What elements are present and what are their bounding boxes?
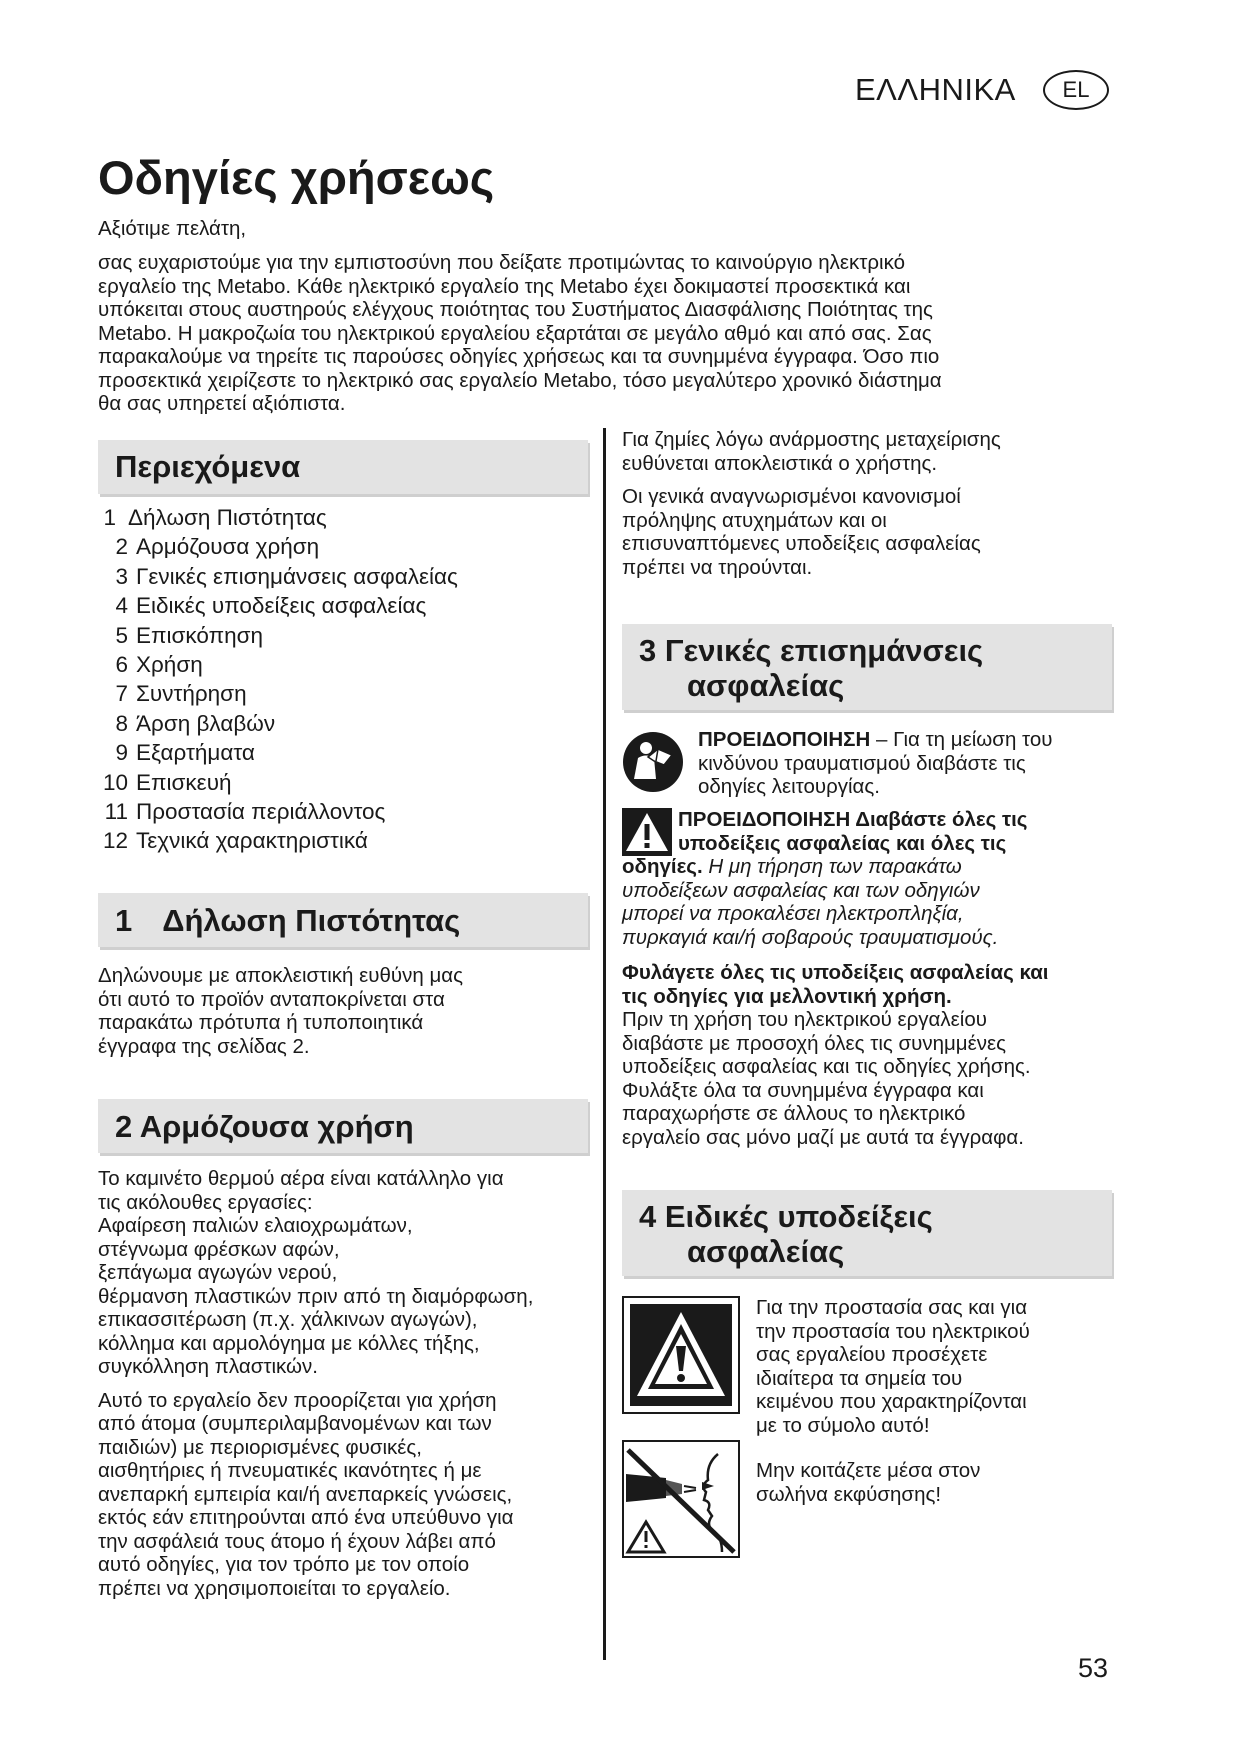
toc-item-label: Αρμόζουσα χρήση bbox=[136, 534, 320, 560]
text-line: κειμένου που χαρακτηρίζονται bbox=[756, 1390, 1027, 1413]
text-line: εκτός εάν επιτηρούνται από ένα υπεύθυνο για bbox=[98, 1506, 514, 1529]
text-span: Η μη τήρηση των παρακάτω bbox=[702, 855, 962, 878]
section1-heading-box bbox=[98, 893, 588, 947]
page-title: Οδηγίες χρήσεως bbox=[98, 151, 495, 204]
section4-heading bbox=[622, 1190, 1112, 1269]
right-paragraph-2 bbox=[622, 485, 1112, 579]
text-line: Για την προστασία σας και για bbox=[756, 1296, 1028, 1319]
text-line: την ασφάλειά τους άτομο ή έχουν λάβει από bbox=[98, 1529, 496, 1553]
text-line: από άτομα (συμπεριλαμβανομένων και των bbox=[98, 1412, 492, 1435]
text-line: τις οδηγίες για μελλοντική χρήση. bbox=[622, 984, 952, 1008]
toc-item[interactable] bbox=[98, 709, 578, 738]
toc-item-label: Δήλωση Πιστότητας bbox=[128, 505, 327, 530]
text-line: Αυτό το εργαλείο δεν προορίζεται για χρήση bbox=[98, 1388, 497, 1412]
section4-heading-line: 4 Ειδικές υποδείξεις bbox=[639, 1199, 933, 1234]
section2-paragraph-1 bbox=[98, 1167, 598, 1379]
column-divider bbox=[603, 428, 606, 1660]
toc-heading: Περιεχόμενα bbox=[115, 449, 301, 484]
text-line: Δηλώνουμε με αποκλειστική ευθύνη μας bbox=[98, 964, 463, 987]
right-intro bbox=[622, 428, 1112, 579]
toc-item-label: Εξαρτήματα bbox=[136, 740, 255, 766]
section3-heading-box bbox=[622, 624, 1112, 710]
text-line: Το καμινέτο θερμού αέρα είναι κατάλληλο για bbox=[98, 1167, 504, 1190]
section1-number: 1 bbox=[115, 903, 133, 938]
special-warning-text bbox=[756, 1296, 1116, 1437]
warning-read-all-a bbox=[678, 808, 1118, 855]
toc-item[interactable] bbox=[98, 532, 578, 561]
text-line: με το σύμολο αυτό! bbox=[756, 1413, 930, 1437]
toc-item-label: Γενικές επισημάνσεις ασφαλείας bbox=[136, 563, 458, 589]
toc-item-number: 4 bbox=[115, 593, 128, 619]
toc-item-label: Τεχνικά χαρακτηριστικά bbox=[136, 828, 368, 854]
section1-title: Δήλωση Πιστότητας bbox=[162, 903, 461, 938]
intro-line: σας ευχαριστούμε για την εμπιστοσύνη που δείξατε προτιμώντας το καινούργιο ηλεκτρικό bbox=[98, 251, 905, 274]
toc-item-label: Επισκευή bbox=[136, 769, 232, 795]
section4-heading-box bbox=[622, 1190, 1112, 1276]
text-line: κινδύνου τραυματισμού διαβάστε τις bbox=[698, 751, 1026, 775]
text-line: πρόληψης ατυχημάτων και οι bbox=[622, 508, 887, 532]
text-line: Για ζημίες λόγω ανάρμοστης μεταχείρισης bbox=[622, 428, 1001, 451]
section3-heading-line: 3 Γενικές επισημάνσεις bbox=[639, 633, 984, 668]
toc-heading-box bbox=[98, 440, 588, 494]
intro-line: υπόκειται στους αυστηρούς ελέγχους ποιότητας του Συστήματος Διασφάλισης Ποιότητας της bbox=[98, 298, 933, 321]
toc-item-label: Επισκόπηση bbox=[136, 622, 264, 648]
toc-item[interactable] bbox=[98, 621, 578, 650]
toc-item[interactable] bbox=[98, 768, 578, 797]
toc-item[interactable] bbox=[98, 503, 578, 532]
toc-item-label: Χρήση bbox=[136, 652, 203, 678]
text-line: ξεπάγωμα αγωγών νερού, bbox=[98, 1261, 338, 1284]
warning-triangle-icon bbox=[622, 808, 672, 856]
section3-heading bbox=[622, 624, 1112, 703]
text-line: ευθύνεται αποκλειστικά ο χρήστης. bbox=[622, 451, 938, 475]
language-label: ΕΛΛΗΝΙΚΑ bbox=[855, 72, 1016, 107]
text-line: πρέπει να τηρούνται. bbox=[622, 555, 813, 579]
toc-item-label: Συντήρηση bbox=[136, 681, 247, 707]
toc-item[interactable] bbox=[98, 826, 578, 855]
text-line: συγκόλληση πλαστικών. bbox=[98, 1355, 318, 1378]
text-line: αυτό οδηγίες, για τον τρόπο με τον οποίο bbox=[98, 1553, 470, 1576]
language-badge: EL bbox=[1043, 70, 1109, 110]
section2-heading: 2 Αρμόζουσα χρήση bbox=[115, 1109, 414, 1144]
warning-label: ΠΡΟΕΙΔΟΠΟΙΗΣΗ bbox=[698, 728, 871, 751]
intro-paragraph bbox=[98, 251, 1108, 416]
text-line: πρέπει να χρησιμοποιείται το εργαλείο. bbox=[98, 1576, 451, 1600]
text-span: οδηγίες. bbox=[622, 855, 703, 878]
text-line: υποδείξεις ασφαλείας και τις οδηγίες χρήσης. bbox=[622, 1055, 1031, 1078]
nozzle-warning-text bbox=[756, 1459, 1116, 1506]
text-line: παιδιών) με περιορισμένες φυσικές, bbox=[98, 1435, 423, 1459]
toc-item-number: 12 bbox=[102, 828, 128, 854]
toc-item[interactable] bbox=[98, 562, 578, 591]
text-line: στέγνωμα φρέσκων αφών, bbox=[98, 1237, 340, 1261]
toc-item-label: Άρση βλαβών bbox=[136, 710, 276, 736]
intro-line: προσεκτικά χειρίζεστε το ηλεκτρικό σας εργαλείο Metabo, τόσο μεγαλύτερο χρονικό διάστημα bbox=[98, 368, 942, 392]
text-line: υποδείξεων ασφαλείας και των οδηγιών bbox=[622, 878, 980, 902]
intro-greeting: Αξιότιμε πελάτη, bbox=[98, 217, 247, 240]
text-line: κόλλημα και αρμολόγημα με κόλλες τήξης, bbox=[98, 1331, 480, 1355]
text-line: Φυλάγετε όλες τις υποδείξεις ασφαλείας και bbox=[622, 961, 1049, 984]
text-line: επισυναπτόμενες υποδείξεις ασφαλείας bbox=[622, 532, 981, 555]
text-line: ανεπαρκή εμπειρία και/ή ανεπαρκείς γνώσεις, bbox=[98, 1482, 513, 1506]
section3-heading-line: ασφαλείας bbox=[687, 668, 845, 703]
toc-item-number: 9 bbox=[115, 740, 128, 766]
text-line: οδηγίες λειτουργίας. bbox=[698, 775, 880, 798]
toc-item-number: 1 bbox=[103, 505, 116, 530]
text-line: θέρμανση πλαστικών πριν από τη διαμόρφωση, bbox=[98, 1284, 534, 1308]
text-line: διαβάστε με προσοχή όλες τις συνημμένες bbox=[622, 1031, 1007, 1055]
toc-item[interactable] bbox=[98, 679, 578, 708]
toc-item-number: 11 bbox=[104, 799, 128, 825]
intro-line: θα σας υπηρετεί αξιόπιστα. bbox=[98, 392, 346, 415]
text-line: Μην κοιτάζετε μέσα στον bbox=[756, 1459, 981, 1482]
text-line: Αφαίρεση παλιών ελαιοχρωμάτων, bbox=[98, 1214, 413, 1237]
toc-item-number: 5 bbox=[115, 622, 128, 648]
text-line: ΠΡΟΕΙΔΟΠΟΙΗΣΗ Διαβάστε όλες τις bbox=[678, 808, 1028, 831]
text-line: τις ακόλουθες εργασίες: bbox=[98, 1190, 313, 1214]
toc-item-number: 6 bbox=[115, 652, 128, 678]
toc-item-number: 2 bbox=[115, 534, 128, 560]
text-line: ιδιαίτερα τα σημεία του bbox=[756, 1366, 963, 1390]
toc-item[interactable] bbox=[98, 591, 578, 620]
table-of-contents bbox=[98, 503, 578, 856]
text-line: πυρκαγιά και/ή σοβαρούς τραυματισμούς. bbox=[622, 925, 999, 949]
warning-read-manual bbox=[698, 728, 1118, 799]
toc-item-number: 8 bbox=[115, 710, 128, 736]
text-line: Πριν τη χρήση του ηλεκτρικού εργαλείου bbox=[622, 1008, 987, 1031]
section2-body bbox=[98, 1167, 598, 1600]
text-span: – Για τη μείωση του bbox=[870, 728, 1053, 751]
toc-item-number: 7 bbox=[115, 681, 128, 707]
read-manual-icon bbox=[622, 731, 684, 793]
large-warning-sign-icon bbox=[622, 1296, 740, 1414]
intro-line: Metabo. Η μακροζωία του ηλεκτρικού εργαλείου εξαρτάται σε μεγάλο αθμό και από σας. Σας bbox=[98, 321, 932, 345]
toc-item[interactable] bbox=[98, 797, 578, 826]
section4-heading-line: ασφαλείας bbox=[687, 1234, 845, 1269]
text-line: αισθητήριες ή πνευματικές ικανότητες ή με bbox=[98, 1459, 482, 1482]
section2-heading-box bbox=[98, 1099, 588, 1153]
toc-item[interactable] bbox=[98, 650, 578, 679]
no-look-nozzle-icon bbox=[622, 1440, 740, 1558]
toc-item-label: Ειδικές υποδείξεις ασφαλείας bbox=[136, 593, 427, 619]
toc-item-label: Προστασία περιάλλοντος bbox=[136, 799, 386, 825]
text-line: σωλήνα εκφύσησης! bbox=[756, 1482, 942, 1506]
toc-item[interactable] bbox=[98, 738, 578, 767]
text-line: Οι γενικά αναγνωρισμένοι κανονισμοί bbox=[622, 485, 961, 508]
page-number: 53 bbox=[1078, 1653, 1109, 1683]
intro-line: παρακαλούμε να τηρείτε τις παρούσες οδηγίες χρήσεως και τα συνημμένα έγγραφα. Όσο πιο bbox=[98, 345, 940, 368]
text-line: σας εργαλείου προσέχετε bbox=[756, 1343, 988, 1366]
text-line: εργαλείο σας μόνο μαζί με αυτά τα έγγραφα. bbox=[622, 1125, 1024, 1149]
toc-item-number: 3 bbox=[115, 563, 128, 589]
text-line: την προστασία του ηλεκτρικού bbox=[756, 1319, 1030, 1343]
text-line: μπορεί να προκαλέσει ηλεκτροπληξία, bbox=[622, 902, 964, 925]
warning-read-all-b bbox=[622, 855, 1118, 949]
toc-item-number: 10 bbox=[102, 769, 128, 795]
section1-heading bbox=[98, 893, 588, 938]
section1-body bbox=[98, 964, 598, 1058]
text-line: έγγραφα της σελίδας 2. bbox=[98, 1034, 310, 1058]
keep-instructions bbox=[622, 961, 1122, 1149]
text-line: παρακάτω πρότυπα ή τυποποιητικά bbox=[98, 1011, 424, 1034]
text-line: επικασσιτέρωση (π.χ. χάλκινων αγωγών), bbox=[98, 1308, 478, 1331]
text-line: παραχωρήστε σε άλλους το ηλεκτρικό bbox=[622, 1102, 966, 1125]
text-line: υποδείξεις ασφαλείας και όλες τις bbox=[678, 831, 1007, 855]
intro-line: εργαλείο της Metabo. Κάθε ηλεκτρικό εργαλείο της Metabo έχει δοκιμαστεί προσεκτικά και bbox=[98, 274, 911, 298]
section2-paragraph-2 bbox=[98, 1389, 598, 1601]
text-line: Φυλάξτε όλα τα συνημμένα έγγραφα και bbox=[622, 1078, 984, 1102]
text-line: ότι αυτό το προϊόν ανταποκρίνεται στα bbox=[98, 987, 445, 1011]
